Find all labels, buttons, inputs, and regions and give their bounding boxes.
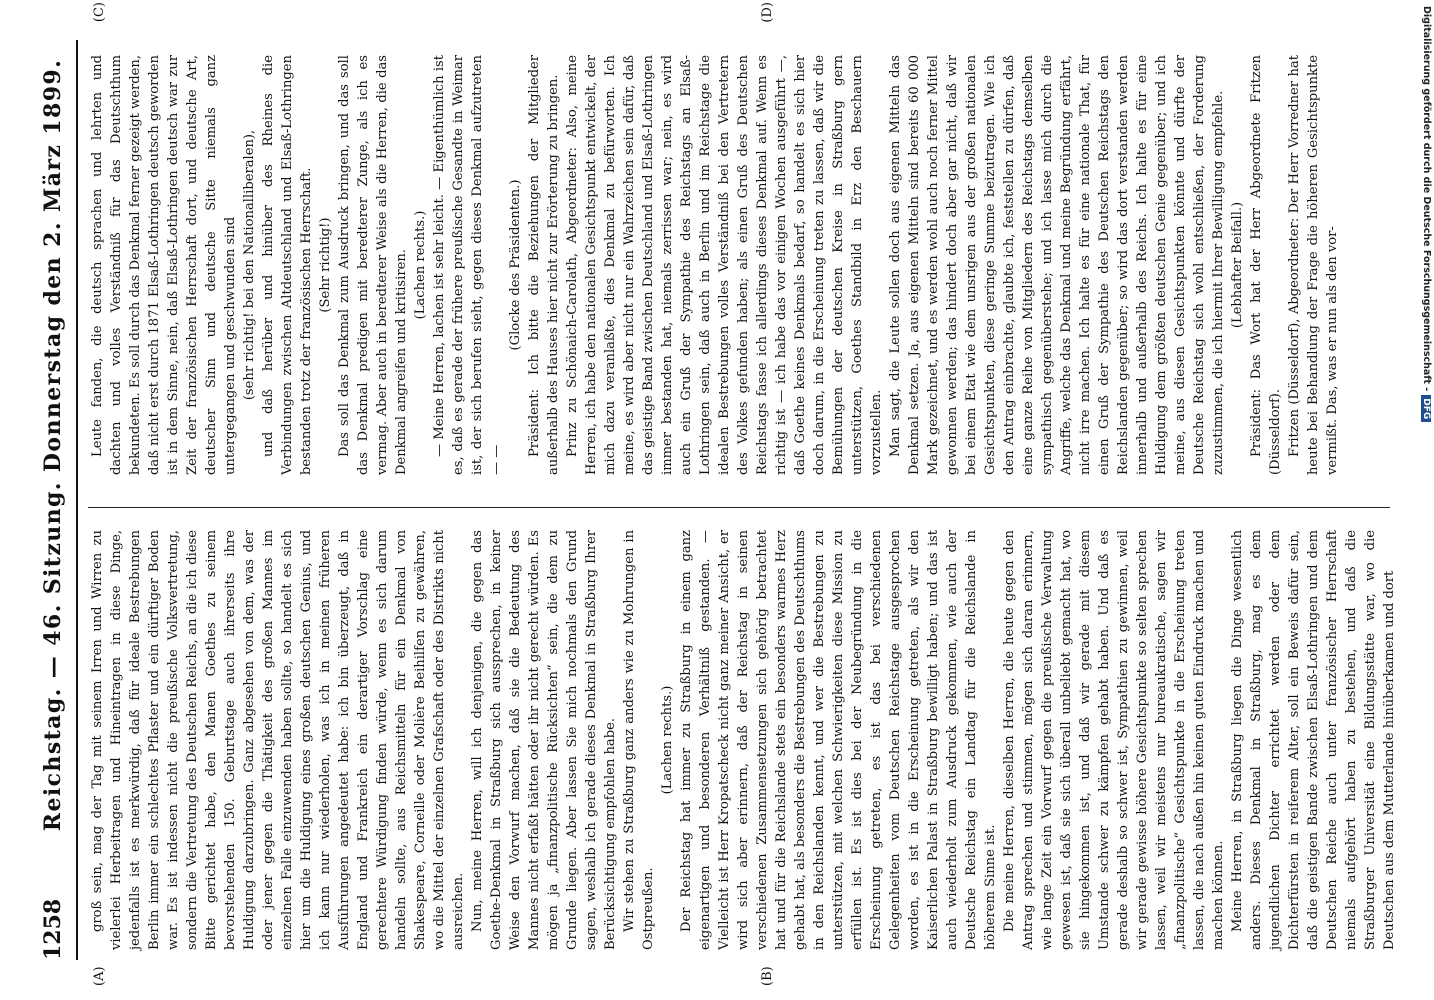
- paragraph: Man sagt, die Leute sollen doch aus eigenen Mitteln das Denkmal setzen. Ja, aus eigenen Mitteln sind bereits 60 000 Mark gezeichnet, und es werden wohl auch noch ferner Mittel gewonnen werden; das hindert doch aber gar nicht, daß wir bei einem Etat wie dem unsrigen aus der großen nationalen Gesichtspunkten, diese geringe Summe beizutragen. Wie ich den Antrag einbrachte, glaubte ich, feststellen zu dürfen, daß eine ganze Reihe von Mitgliedern des Reichstags demselben sympathisch gegenüberstehe; und ich lasse mich durch die Angriffe, welche das Denkmal und meine Begründung erfährt, nicht irre machen. Ich halte es für eine nationale That, für einen Gruß der Sympathie des Deutschen Reichstags den Reichslanden gegenüber; so wird das dort verstanden werden innerhalb und außerhalb des Reichs. Ich halte es für eine Huldigung dem größten deutschen Genie gegenüber; und ich meine, aus diesen Gesichtspunkten könnte und dürfte der Deutsche Reichstag sich wohl entschließen, der Forderung zuzustimmen, die ich hiermit Ihrer Bewilligung empfehle.: [888, 55, 1226, 475]
- interjection: (sehr richtig! bei den Nationalliberalen),: [242, 129, 257, 401]
- right-column: [88, 55, 1390, 475]
- credit-text: Digitalisierung gefördert durch die Deutsche Forschungsgemeinschaft -: [1421, 6, 1432, 392]
- paragraph: — Meine Herren, lachen ist sehr leicht. — Eigenthümlich ist es, daß es gerade der frühere preußische Gesandte in Weimar ist, der sich berufen sieht, gegen dieses Denkmal aufzutreten — —: [432, 55, 504, 475]
- dfg-logo: DFG: [1421, 395, 1431, 422]
- interjection: (Lachen rechts.): [413, 210, 428, 320]
- digitization-credit: [1420, 6, 1432, 994]
- paragraph: Wir stehen zu Straßburg ganz anders wie zu Mohrungen in Ostpreußen.: [622, 530, 656, 950]
- margin-marker-b: (B): [760, 966, 775, 986]
- paragraph: Der Reichstag hat immer zu Straßburg in einem ganz eigenartigen und besonderen Verhältniß gestanden. — Vielleicht ist Herr Kropatscheck nicht ganz meiner Ansicht, er wird sich aber erinnern, daß der Reichstag in seinen verschiedenen Zusammensetzungen sich gehörig betrachtet hat und für die Reichslande stets ein besonders warmes Herz gehabt hat, als besonders die Bestrebungen des Deutschthums in den Reichslanden kennt, und wer die Bestrebungen zu unterstützen, mit welchen Schwierigkeiten diese Mission zu erfüllen ist. Es ist dies bei der Neubegründung in die Erscheinung getreten, es ist das bei verschiedenen Gelegenheiten vom Deutschen Reichstage ausgesprochen worden, es ist in die Erscheinung getreten, als wir den Kaiserlichen Palast in Straßburg bewilligt haben; und das ist auch wiederholt zum Ausdruck gekommen, wie auch der Deutsche Reichstag ein Landtag für die Reichslande in höherem Sinne ist.: [679, 530, 998, 950]
- paragraph: Leute fanden, die deutsch sprachen und lehrten und dachten und volles Verständniß für das Deutschthum bekundeten. Es soll durch das Denkmal ferner gezeigt werden, daß nicht erst durch 1871 Elsaß-Lothringen deutsch geworden ist in dem Sinne, nein, daß Elsaß-Lothringen deutsch war zur Zeit der französischen Herrschaft dort, und deutsche Art, deutscher Sinn und deutsche Sitte niemals ganz untergegangen und geschwunden sind: [90, 55, 238, 475]
- paragraph: und daß herüber und hinüber des Rheines die Verbindungen zwischen Altdeutschland und Elsaß-Lothringen bestanden trotz der französischen Herrschaft.: [261, 55, 314, 475]
- header-rule: [76, 40, 78, 960]
- column-divider: [88, 507, 1390, 508]
- interjection: (Lachen rechts.): [660, 685, 675, 795]
- interjection: (Sehr richtig!): [318, 217, 333, 313]
- running-title: Reichstag. — 46. Sitzung. Donnerstag den 2. März 1899.: [40, 58, 66, 832]
- paragraph: Die meine Herren, dieselben Herren, die heute gegen den Antrag sprechen und stimmen, mögen sich daran erinnern, wie lange Zeit ein Vorwurf gegen die preußische Verwaltung gewesen ist, daß sie sich überall unbeliebt gemacht hat, wo sie hingekommen ist, und daß wir gerade mit diesem Umstande schwer zu kämpfen gehabt haben. Und daß es gerade deshalb so schwer ist, Sympathien zu gewinnen, weil wir gerade gewisse höhere Gesichtspunkte so selten sprechen lassen, weil wir meistens nur bureaukratische, sagen wir „finanzpolitische“ Gesichtspunkte in die Erscheinung treten lassen, die nach außen hin keinen guten Eindruck machen und machen können.: [1002, 530, 1226, 950]
- speaker-paragraph: Präsident: Das Wort hat der Herr Abgeordnete Fritzen (Düsseldorf).: [1249, 55, 1283, 475]
- paragraph: Das soll das Denkmal zum Ausdruck bringen, und das soll das Denkmal predigen mit beredterer Zunge, als ich es vermag. Aber auch in beredterer Weise als die Herren, die das Denkmal angreifen und kritisiren.: [337, 55, 409, 475]
- speaker-paragraph: Prinz zu Schönaich-Carolath, Abgeordneter: Also, meine Herren, ich habe den nationalen Gesichtspunkt entwickelt, der mich dazu veranlaßte, dies Denkmal zu befürworten. Ich meine, es wird aber nicht nur ein Wahrzeichen sein dafür, daß das geistige Band zwischen Deutschland und Elsaß-Lothringen immer bestanden hat, niemals zerrissen war; nein, es wird auch ein Gruß der Sympathie des Reichstags an Elsaß-Lothringen sein, daß auch in Berlin und im Reichstage die idealen Bestrebungen volles Verständniß bei den Vertretern des Volkes gefunden haben; als einen Gruß des Deutschen Reichstags fasse ich allerdings dieses Denkmal auf. Wenn es richtig ist — ich habe das vor einigen Wochen ausgeführt —, daß Goethe keines Denkmals bedarf, so handelt es sich hier doch darum, in die Erscheinung treten zu lassen, daß wir die Bemühungen der deutschen Kreise in Straßburg gern unterstützen, Goethes Standbild in Erz den Beschauern vorzustellen.: [565, 55, 884, 475]
- paragraph: Meine Herren, in Straßburg liegen die Dinge wesentlich anders. Dieses Denkmal in Straßburg, mag es dem jugendlichen Dichter errichtet werden oder dem Dichterfürsten in reiferem Alter, soll ein Beweis dafür sein, daß die geistigen Bande zwischen Elsaß-Lothringen und dem Deutschen Reiche auch unter französischer Herrschaft niemals aufgehört haben zu bestehen, und daß die Straßburger Universität eine Bildungsstätte war, wo die Deutschen aus dem Mutterlande hinüberkamen und dort: [1230, 530, 1397, 950]
- margin-marker-a: (A): [92, 966, 107, 986]
- interjection: (Lebhafter Beifall.): [1230, 201, 1245, 329]
- page-header: [40, 40, 70, 960]
- margin-marker-d: (D): [760, 2, 775, 23]
- left-column: [88, 530, 1397, 950]
- paragraph: Nun, meine Herren, will ich denjenigen, die gegen das Goethe-Denkmal in Straßburg sich aussprechen, in keiner Weise den Vorwurf machen, daß sie die Bedeutung des Mannes nicht erfaßt hätten oder ihr nicht gerecht würden. Es mögen ja „finanzpolitische Rücksichten“ sein, die dem zu Grunde liegen. Aber lassen Sie mich nochmals den Grund sagen, weshalb ich gerade dieses Denkmal in Straßburg Ihrer Berücksichtigung empfohlen habe.: [470, 530, 618, 950]
- interjection: (Glocke des Präsidenten.): [508, 179, 523, 351]
- page-number: 1258: [40, 898, 66, 960]
- margin-marker-c: (C): [92, 2, 107, 23]
- speaker-paragraph: Fritzen (Düsseldorf), Abgeordneter: Der Herr Vorredner hat heute bei Behandlung der Frage die höheren Gesichtspunkte vermißt. Das, was er nun als den vor-: [1287, 55, 1340, 475]
- paragraph: groß sein, mag der Tag mit seinem Irren und Wirren zu vielerlei Herbeitragen und Hineintragen in diese Dinge, jedenfalls ist es merkwürdig, daß für ideale Bestrebungen Berlin immer ein schlechtes Pflaster und ein dürftiger Boden war. Es ist indessen nicht die preußische Volksvertretung, sondern die Vertretung des Deutschen Reichs, an die ich diese Bitte gerichtet habe, den Manen Goethes zu seinem bevorstehenden 150. Geburtstage auch ihrerseits ihre Huldigung darzubringen. Ganz abgesehen von dem, was der oder jener gegen die Thätigkeit des großen Mannes im einzelnen Falle einzuwenden haben sollte, so handelt es sich hier um die Huldigung eines großen deutschen Genius, und ich kann nur wiederholen, was ich in meinen früheren Ausführungen angedeutet habe: ich bin überzeugt, daß in England und Frankreich ein derartiger Vorschlag eine gerechtere Würdigung finden würde, wenn es sich darum handeln sollte, aus Reichsmitteln für ein Denkmal von Shakespeare, Corneille oder Molière Beihilfen zu gewähren, wo die Mittel der einzelnen Grafschaft oder des Distrikts nicht ausreichen.: [90, 530, 466, 950]
- speaker-paragraph: Präsident: Ich bitte die Beziehungen der Mitglieder außerhalb des Hauses hier nicht zur Erörterung zu bringen.: [527, 55, 561, 475]
